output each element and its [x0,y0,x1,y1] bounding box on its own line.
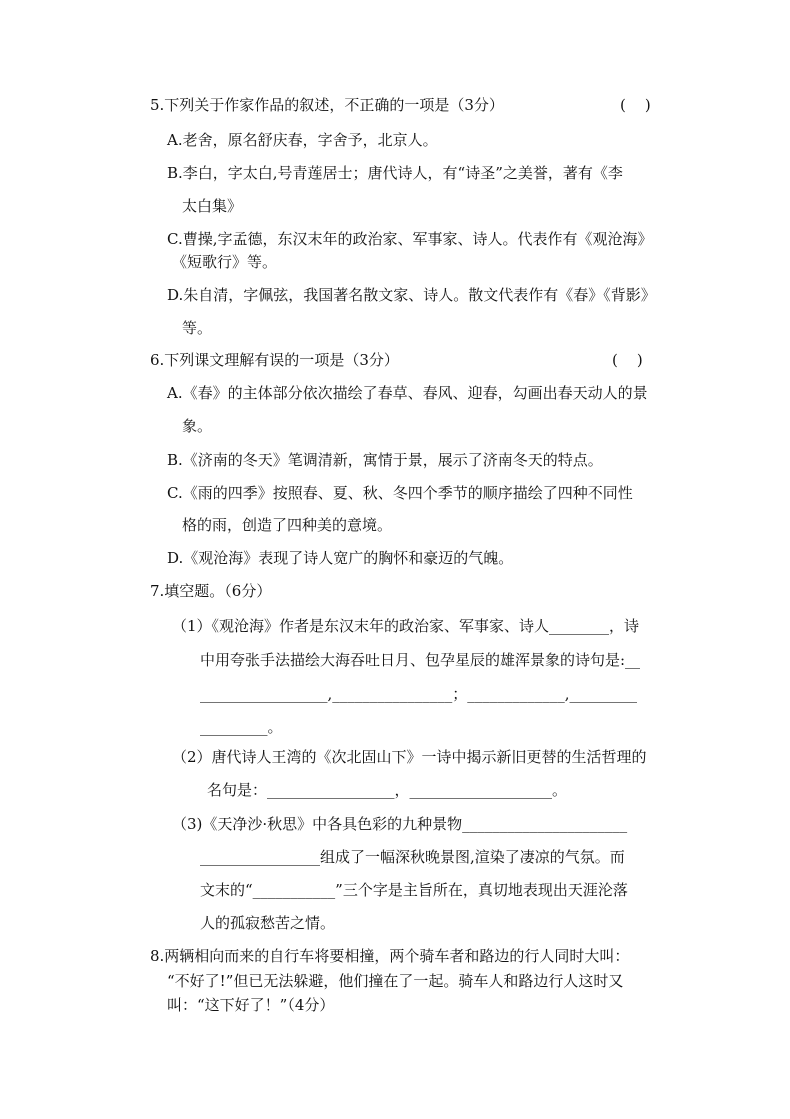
q6-answer-bracket: ( ) [612,351,643,369]
q7-part1-line2: 中用夸张手法描绘大海吞吐日月、包孕星辰的雄浑景象的诗句是:__ [200,651,641,669]
q6-option-a-line1: A.《春》的主体部分依次描绘了春草、春风、迎春，勾画出春天动人的景 [167,384,648,402]
q7-part3-line3: 文末的“___________”三个字是主旨所在，真切地表现出天涯沦落 [200,881,628,899]
q8-line1: 8.两辆相向而来的自行车将要相撞，两个骑车者和路边的行人同时大叫： [150,947,630,965]
q5-answer-bracket: ( ) [620,96,651,114]
q6-option-b: B.《济南的冬天》笔调清新，寓情于景，展示了济南冬天的特点。 [167,451,603,469]
q7-part2-line1: （2）唐代诗人王湾的《次北固山下》一诗中揭示新旧更替的生活哲理的 [172,748,647,766]
q6-option-c-line1: C.《雨的四季》按照春、夏、秋、冬四个季节的顺序描绘了四种不同性 [167,484,633,502]
q7-part1-line1: （1）《观沧海》作者是东汉末年的政治家、军事家、诗人________，诗 [172,617,640,635]
q7-stem: 7.填空题。（6分） [150,582,272,600]
q8-line3: 叫：“这下好了！”（4分） [167,996,335,1014]
q5-option-d-line2: 等。 [182,319,213,337]
q6-stem: 6.下列课文理解有误的一项是（3分） [150,351,399,369]
q7-part3-line2: ________________组成了一幅深秋晚景图,渲染了凄凉的气氛。而 [200,848,625,866]
q5-option-a: A.老舍，原名舒庆春，字舍予，北京人。 [167,131,438,149]
q5-option-b-line2: 太白集》 [182,197,243,215]
q6-option-a-line2: 象。 [182,417,213,435]
q5-option-d-line1: D.朱自清，字佩弦，我国著名散文家、诗人。散文代表作有《春》《背影》 [167,286,656,304]
q5-option-b-line1: B.李白，字太白,号青莲居士；唐代诗人，有“诗圣”之美誉，著有《李 [167,164,623,182]
q5-stem: 5.下列关于作家作品的叙述，不正确的一项是（3分） [150,96,504,114]
q7-part1-line3: _________________,________________；_____________,_________ [200,685,638,703]
q6-option-c-line2: 格的雨，创造了四种美的意境。 [182,516,393,534]
q7-part1-line4: _________。 [200,718,283,736]
q5-option-c-line1: C.曹操,字孟德，东汉末年的政治家、军事家、诗人。代表作有《观沧海》 [167,230,653,248]
q7-part2-line2: 名句是：_________________，___________________。 [207,781,568,799]
q7-part3-line4: 人的孤寂愁苦之情。 [200,914,336,932]
q5-option-c-line2: 《短歌行》等。 [172,253,278,271]
q7-part3-line1: （3)《天净沙·秋思》中各具色彩的九种景物______________________ [172,815,628,833]
q8-line2: “不好了!”但已无法躲避，他们撞在了一起。骑车人和路边行人这时又 [167,972,624,990]
q6-option-d: D.《观沧海》表现了诗人宽广的胸怀和豪迈的气魄。 [167,549,514,567]
